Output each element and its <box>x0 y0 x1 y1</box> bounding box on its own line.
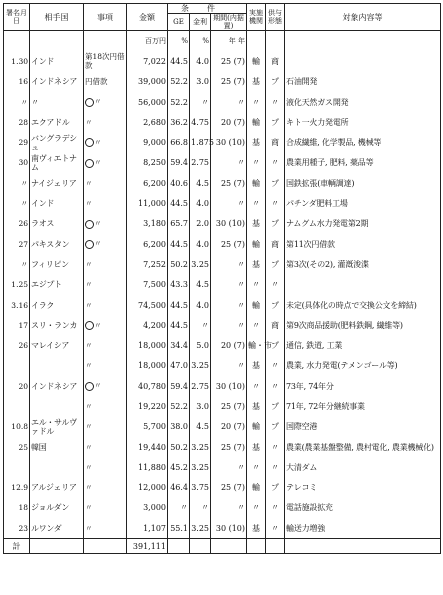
total-amount: 391,111 <box>127 539 168 554</box>
row-amount: 18,000 <box>127 335 168 355</box>
header-org: 実施機関 <box>247 4 266 31</box>
header-form: 供与形態 <box>266 4 285 31</box>
row-amount: 11,000 <box>127 193 168 213</box>
row-form: 〃 <box>266 518 285 539</box>
header-type: 事項 <box>84 4 127 31</box>
row-content: パチンダ肥料工場 <box>285 193 441 213</box>
row-content: 液化天然ガス開発 <box>285 92 441 112</box>
row-rate: 4.75 <box>190 112 211 132</box>
row-date: 18 <box>4 498 30 518</box>
row-ge: 50.2 <box>168 437 190 457</box>
row-period: 〃 <box>211 315 247 335</box>
row-date: 〃 <box>4 193 30 213</box>
table-row <box>4 214 441 234</box>
table-row <box>4 437 441 457</box>
circle-mark-icon <box>85 98 94 107</box>
row-org: 基 <box>247 396 266 416</box>
row-type: 〃 <box>84 478 127 498</box>
row-period: 30 (10) <box>211 214 247 234</box>
row-ge: 44.5 <box>168 193 190 213</box>
row-country: イラク <box>30 295 84 315</box>
row-form: 商 <box>266 51 285 71</box>
row-rate: 4.0 <box>190 234 211 254</box>
row-country: 南ヴィエトナム <box>30 153 84 173</box>
header-period: 期間(内据置) <box>211 14 247 31</box>
row-country: インド <box>30 51 84 71</box>
row-form: 〃 <box>266 356 285 376</box>
row-type-text: 〃 <box>94 158 102 168</box>
row-amount: 40,780 <box>127 376 168 396</box>
row-country <box>30 356 84 376</box>
row-country: フィリピン <box>30 254 84 274</box>
row-ge: 66.8 <box>168 132 190 152</box>
row-content: 電話施設拡充 <box>285 498 441 518</box>
row-rate: 3.25 <box>190 254 211 274</box>
row-type: 〃 <box>84 335 127 355</box>
row-type-text: 〃 <box>94 239 102 249</box>
row-country: インドネシア <box>30 376 84 396</box>
unit-period: 年 年 <box>211 31 247 52</box>
row-content: 第9次商品援助(肥料鉄鋼, 繊維等) <box>285 315 441 335</box>
row-rate: 5.0 <box>190 335 211 355</box>
row-org: 輸 <box>247 478 266 498</box>
row-rate: 4.5 <box>190 275 211 295</box>
table-row <box>4 275 441 295</box>
row-content <box>285 275 441 295</box>
row-period: 25 (7) <box>211 234 247 254</box>
row-country: パキスタン <box>30 234 84 254</box>
table-row <box>4 376 441 396</box>
row-rate: 4.0 <box>190 193 211 213</box>
circle-mark-icon <box>85 159 94 168</box>
row-form: プ <box>266 173 285 193</box>
row-date: 10.8 <box>4 417 30 437</box>
row-org: 〃 <box>247 275 266 295</box>
row-type: 〃 <box>84 498 127 518</box>
row-content: 農業, 水力発電(テメンゴール等) <box>285 356 441 376</box>
row-amount: 8,250 <box>127 153 168 173</box>
row-form: 〃 <box>266 193 285 213</box>
row-org: 基 <box>247 214 266 234</box>
row-type <box>84 92 127 112</box>
row-rate: 3.25 <box>190 518 211 539</box>
row-ge: 44.5 <box>168 51 190 71</box>
row-content: 大清ダム <box>285 457 441 477</box>
table-row <box>4 254 441 274</box>
row-content: 第11次円借款 <box>285 234 441 254</box>
row-org: 輸・市 <box>247 335 266 355</box>
row-ge: 43.3 <box>168 275 190 295</box>
row-ge: 〃 <box>168 498 190 518</box>
header-country: 相手国 <box>30 4 84 31</box>
row-org: 基 <box>247 437 266 457</box>
row-type-text: 〃 <box>94 137 102 147</box>
row-form: 〃 <box>266 376 285 396</box>
row-type <box>84 376 127 396</box>
row-ge: 44.5 <box>168 234 190 254</box>
row-date: 17 <box>4 315 30 335</box>
unit-row <box>4 31 441 52</box>
row-period: 25 (7) <box>211 51 247 71</box>
row-amount: 4,200 <box>127 315 168 335</box>
unit-ge: % <box>168 31 190 52</box>
row-rate: 4.0 <box>190 51 211 71</box>
row-type <box>84 315 127 335</box>
row-date <box>4 457 30 477</box>
table-row <box>4 173 441 193</box>
row-date: 20 <box>4 376 30 396</box>
header-conditions: 条件 <box>168 4 247 14</box>
row-amount: 12,000 <box>127 478 168 498</box>
row-amount: 2,680 <box>127 112 168 132</box>
row-period: 25 (7) <box>211 478 247 498</box>
row-type: 第18次円借款 <box>85 52 125 71</box>
row-content: 合成繊維, 化学製品, 機械等 <box>285 132 441 152</box>
row-org: 〃 <box>247 457 266 477</box>
row-date: 27 <box>4 234 30 254</box>
table-row <box>4 478 441 498</box>
row-form: 商 <box>266 132 285 152</box>
row-content: 輸送力増強 <box>285 518 441 539</box>
row-country <box>30 457 84 477</box>
row-form: プ <box>266 396 285 416</box>
unit-rate: % <box>190 31 211 52</box>
row-rate: 〃 <box>190 315 211 335</box>
row-amount: 19,220 <box>127 396 168 416</box>
row-amount: 7,252 <box>127 254 168 274</box>
row-content: 農業用種子, 肥料, 薬品等 <box>285 153 441 173</box>
row-content: 国際空港 <box>285 417 441 437</box>
circle-mark-icon <box>85 220 94 229</box>
row-rate: 1.875 <box>190 132 211 152</box>
row-form: プ <box>266 214 285 234</box>
row-period: 25 (7) <box>211 437 247 457</box>
row-form: プ <box>266 417 285 437</box>
row-org: 輸 <box>247 51 266 71</box>
row-rate: 2.0 <box>190 214 211 234</box>
header-rate: 金利 <box>190 14 211 31</box>
unit-amount: 百万円 <box>127 31 168 52</box>
row-amount: 56,000 <box>127 92 168 112</box>
row-form: 〃 <box>266 498 285 518</box>
row-form: 〃 <box>266 275 285 295</box>
row-date: 1.25 <box>4 275 30 295</box>
table-row <box>4 457 441 477</box>
row-date: 29 <box>4 132 30 152</box>
row-period: 25 (7) <box>211 72 247 92</box>
row-date: 〃 <box>4 173 30 193</box>
row-period: 〃 <box>211 275 247 295</box>
row-country: アルジェリア <box>30 478 84 498</box>
table-row <box>4 92 441 112</box>
row-amount: 3,000 <box>127 498 168 518</box>
row-ge: 52.2 <box>168 396 190 416</box>
table-body <box>4 31 441 539</box>
row-ge: 47.0 <box>168 356 190 376</box>
row-rate: 4.0 <box>190 295 211 315</box>
row-country: バングラデシュ <box>30 132 84 152</box>
row-ge: 65.7 <box>168 214 190 234</box>
row-date: 25 <box>4 437 30 457</box>
row-ge: 46.4 <box>168 478 190 498</box>
row-country: エクアドル <box>30 112 84 132</box>
row-rate: 3.25 <box>190 457 211 477</box>
row-period: 〃 <box>211 153 247 173</box>
row-period: 20 (7) <box>211 417 247 437</box>
table-row <box>4 417 441 437</box>
row-content: 第3次(その2), 灌漑浚渫 <box>285 254 441 274</box>
row-content: 国鉄拡張(車輌調達) <box>285 173 441 193</box>
row-country: 〃 <box>30 92 84 112</box>
table-row <box>4 518 441 539</box>
circle-mark-icon <box>85 138 94 147</box>
row-content: 通信, 鉄道, 工業 <box>285 335 441 355</box>
row-org: 基 <box>247 356 266 376</box>
row-amount: 11,880 <box>127 457 168 477</box>
table-row <box>4 315 441 335</box>
row-form: プ <box>266 295 285 315</box>
row-type <box>84 234 127 254</box>
row-period: 20 (7) <box>211 112 247 132</box>
row-rate: 3.25 <box>190 356 211 376</box>
table-row <box>4 72 441 92</box>
row-amount: 74,500 <box>127 295 168 315</box>
row-type: 〃 <box>84 457 127 477</box>
row-type <box>84 132 127 152</box>
row-org: 輸 <box>247 234 266 254</box>
row-date: 30 <box>4 153 30 173</box>
row-rate: 3.0 <box>190 72 211 92</box>
row-form: 〃 <box>266 153 285 173</box>
row-country <box>30 396 84 416</box>
row-country: マレイシア <box>30 335 84 355</box>
row-rate: 〃 <box>190 92 211 112</box>
row-country: 韓国 <box>30 437 84 457</box>
row-type: 〃 <box>84 417 127 437</box>
row-org: 〃 <box>247 376 266 396</box>
row-period: 〃 <box>211 92 247 112</box>
row-ge: 45.2 <box>168 457 190 477</box>
row-country: インドネシア <box>30 72 84 92</box>
row-period: 30 (10) <box>211 132 247 152</box>
circle-mark-icon <box>85 321 94 330</box>
row-type: 〃 <box>84 275 127 295</box>
row-form: プ <box>266 72 285 92</box>
row-ge: 40.6 <box>168 173 190 193</box>
table-row <box>4 396 441 416</box>
row-date: 26 <box>4 214 30 234</box>
row-type: 〃 <box>84 518 127 539</box>
header-ge: GE <box>168 14 190 31</box>
loan-table <box>3 3 441 554</box>
row-country: ナイジェリア <box>30 173 84 193</box>
row-type: 円借款 <box>84 72 127 92</box>
table-row <box>4 356 441 376</box>
row-period: 30 (10) <box>211 518 247 539</box>
row-rate: 2.75 <box>190 153 211 173</box>
row-content: 石油開発 <box>285 72 441 92</box>
row-country: ラオス <box>30 214 84 234</box>
row-type-text: 〃 <box>94 97 102 107</box>
table-row <box>4 112 441 132</box>
row-org: 〃 <box>247 193 266 213</box>
row-content: 未定(具体化の時点で交換公文を締結) <box>285 295 441 315</box>
row-country: ルワンダ <box>30 518 84 539</box>
row-form: 〃 <box>266 437 285 457</box>
row-amount: 3,180 <box>127 214 168 234</box>
row-period: 30 (10) <box>211 376 247 396</box>
table-row <box>4 193 441 213</box>
row-content: 農業(農業基盤整備, 農村電化, 農業機械化) <box>285 437 441 457</box>
row-country: ジョルダン <box>30 498 84 518</box>
row-amount: 6,200 <box>127 173 168 193</box>
row-rate: 〃 <box>190 498 211 518</box>
row-rate: 4.5 <box>190 417 211 437</box>
table-row <box>4 51 441 71</box>
row-amount: 1,107 <box>127 518 168 539</box>
row-period: 〃 <box>211 193 247 213</box>
row-period: 25 (7) <box>211 396 247 416</box>
row-period: 〃 <box>211 295 247 315</box>
row-form: プ <box>266 478 285 498</box>
row-period: 〃 <box>211 498 247 518</box>
row-date: 〃 <box>4 254 30 274</box>
row-org: 〃 <box>247 92 266 112</box>
table-row <box>4 132 441 152</box>
row-form: 商 <box>266 234 285 254</box>
row-type: 〃 <box>84 173 127 193</box>
total-label: 計 <box>4 539 30 554</box>
row-org: 輸 <box>247 417 266 437</box>
row-amount: 7,022 <box>127 51 168 71</box>
row-content <box>285 51 441 71</box>
row-form: プ <box>266 254 285 274</box>
row-org: 基 <box>247 132 266 152</box>
row-date: 12.9 <box>4 478 30 498</box>
row-period: 〃 <box>211 254 247 274</box>
row-date: 28 <box>4 112 30 132</box>
row-rate: 3.0 <box>190 396 211 416</box>
circle-mark-icon <box>85 382 94 391</box>
total-row <box>4 539 441 554</box>
row-content: 71年, 72年分継続事業 <box>285 396 441 416</box>
table-row <box>4 335 441 355</box>
row-country: スリ・ランカ <box>30 315 84 335</box>
row-type-text: 〃 <box>94 219 102 229</box>
table-row <box>4 234 441 254</box>
row-org: 〃 <box>247 498 266 518</box>
table-row <box>4 295 441 315</box>
row-amount: 39,000 <box>127 72 168 92</box>
row-org: 〃 <box>247 315 266 335</box>
row-ge: 52.2 <box>168 92 190 112</box>
header-date: 署名月日 <box>4 4 30 31</box>
row-period: 〃 <box>211 356 247 376</box>
row-org: 輸 <box>247 173 266 193</box>
row-type: 〃 <box>84 254 127 274</box>
row-ge: 44.5 <box>168 295 190 315</box>
header-content: 対象内容等 <box>285 4 441 31</box>
row-date: 〃 <box>4 92 30 112</box>
row-amount: 6,200 <box>127 234 168 254</box>
row-rate: 3.75 <box>190 478 211 498</box>
row-country: インド <box>30 193 84 213</box>
row-form: プ <box>266 112 285 132</box>
row-period: 〃 <box>211 457 247 477</box>
row-ge: 55.1 <box>168 518 190 539</box>
row-type <box>84 153 127 173</box>
row-content: キト一火力発電所 <box>285 112 441 132</box>
row-type-text: 〃 <box>94 381 102 391</box>
row-date: 3.16 <box>4 295 30 315</box>
row-type: 〃 <box>84 112 127 132</box>
row-rate: 2.75 <box>190 376 211 396</box>
row-org: 輸 <box>247 112 266 132</box>
row-period: 25 (7) <box>211 173 247 193</box>
header-amount: 金額 <box>127 4 168 31</box>
row-ge: 44.5 <box>168 315 190 335</box>
row-date <box>4 396 30 416</box>
row-content: 73年, 74年分 <box>285 376 441 396</box>
row-type: 〃 <box>84 356 127 376</box>
row-ge: 59.4 <box>168 153 190 173</box>
row-type: 〃 <box>84 396 127 416</box>
row-org: 〃 <box>247 153 266 173</box>
row-ge: 52.2 <box>168 72 190 92</box>
row-ge: 59.4 <box>168 376 190 396</box>
row-ge: 50.2 <box>168 254 190 274</box>
row-date: 26 <box>4 335 30 355</box>
row-form: 商 <box>266 315 285 335</box>
row-org: 基 <box>247 72 266 92</box>
row-amount: 5,700 <box>127 417 168 437</box>
row-ge: 34.4 <box>168 335 190 355</box>
row-date <box>4 356 30 376</box>
row-ge: 38.0 <box>168 417 190 437</box>
row-content: テレコミ <box>285 478 441 498</box>
row-form: 〃 <box>266 457 285 477</box>
row-date: 23 <box>4 518 30 539</box>
table-row <box>4 153 441 173</box>
row-amount: 19,440 <box>127 437 168 457</box>
row-country: エジプト <box>30 275 84 295</box>
row-date: 1.30 <box>4 51 30 71</box>
row-amount: 18,000 <box>127 356 168 376</box>
row-type-text: 〃 <box>94 320 102 330</box>
row-amount: 7,500 <box>127 275 168 295</box>
row-type <box>84 214 127 234</box>
row-country: エル・サルヴァドル <box>30 417 84 437</box>
row-type: 〃 <box>84 295 127 315</box>
row-period: 20 (7) <box>211 335 247 355</box>
row-type: 〃 <box>84 193 127 213</box>
row-form: 〃 <box>266 92 285 112</box>
row-date: 16 <box>4 72 30 92</box>
row-org: 輸 <box>247 295 266 315</box>
row-type: 〃 <box>84 437 127 457</box>
row-content: ナムグム水力発電第2期 <box>285 214 441 234</box>
row-rate: 3.25 <box>190 437 211 457</box>
row-ge: 36.2 <box>168 112 190 132</box>
row-org: 基 <box>247 518 266 539</box>
circle-mark-icon <box>85 240 94 249</box>
row-org: 基 <box>247 254 266 274</box>
table-row <box>4 498 441 518</box>
row-rate: 4.5 <box>190 173 211 193</box>
row-form: プ <box>266 335 285 355</box>
row-amount: 9,000 <box>127 132 168 152</box>
